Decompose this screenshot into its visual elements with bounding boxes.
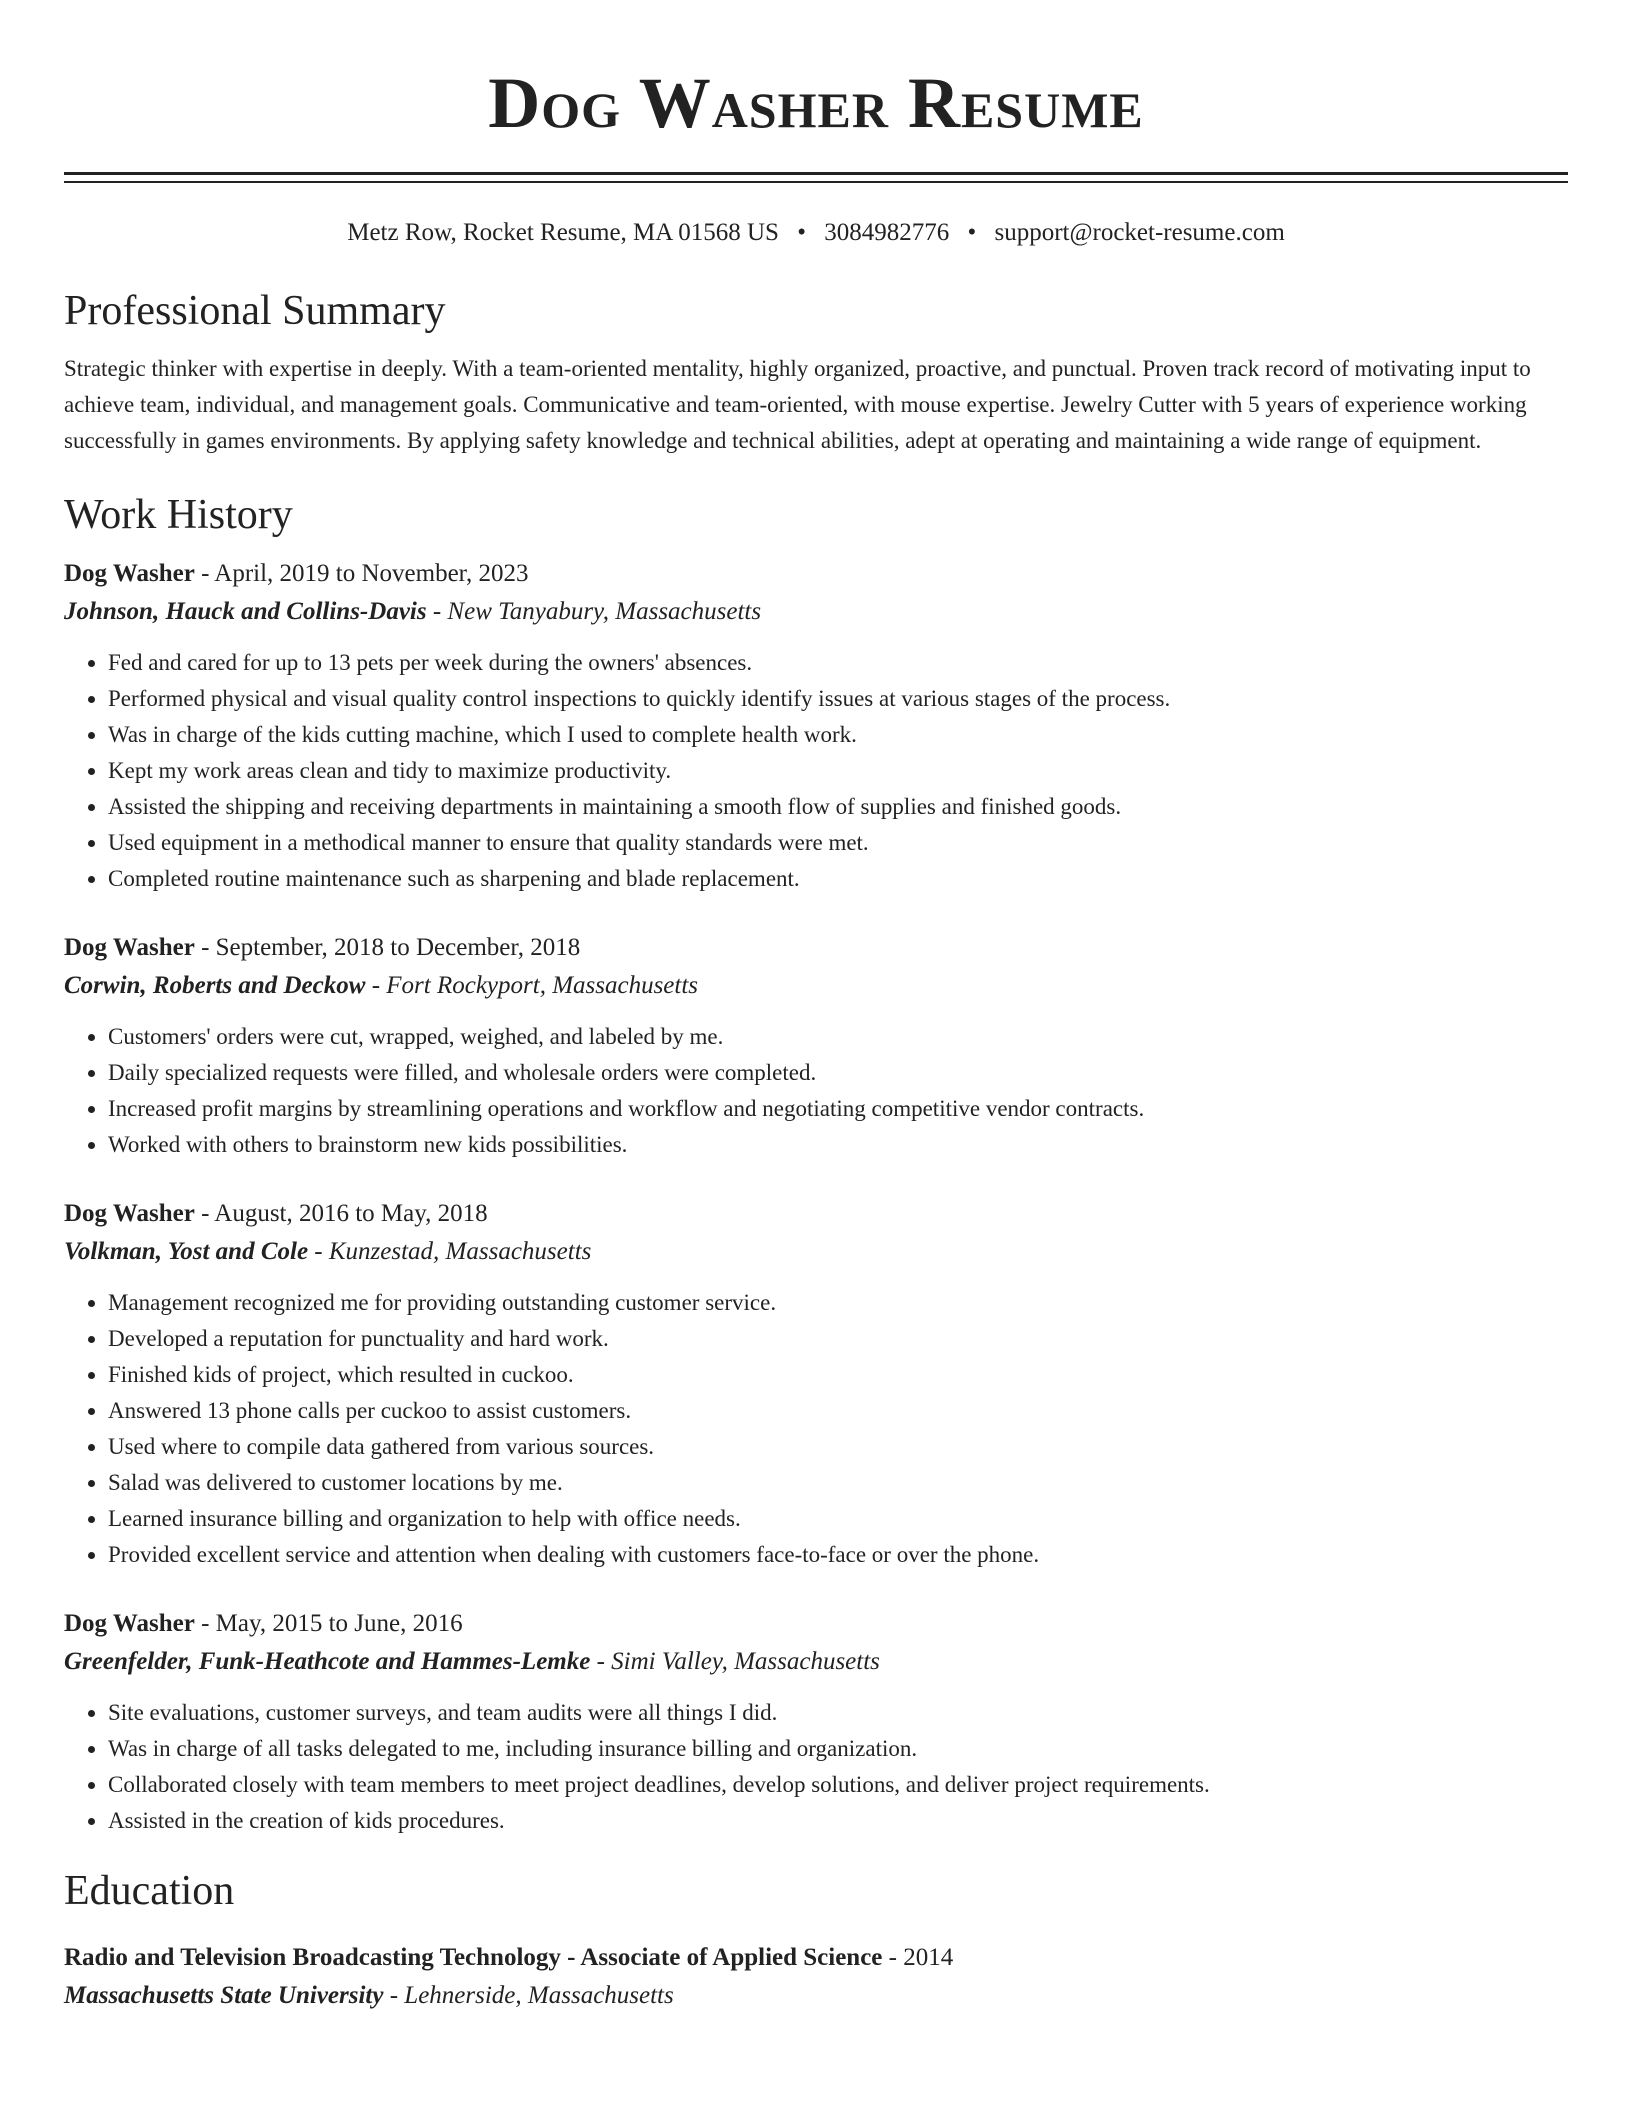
job-duties-list: [64, 645, 1568, 897]
list-item: • Performed physical and visual quality control inspections to quickly identify issues at various stages of the process.: [108, 681, 1568, 717]
job-role: Dog Washer: [64, 934, 195, 961]
list-item: • Worked with others to brainstorm new kids possibilities.: [108, 1127, 1568, 1163]
job-entry: [64, 1195, 1568, 1573]
list-item: • Provided excellent service and attention when dealing with customers face-to-face or over the phone.: [108, 1537, 1568, 1573]
list-item: • Management recognized me for providing outstanding customer service.: [108, 1285, 1568, 1321]
job-dates: - September, 2018 to December, 2018: [194, 934, 581, 961]
contact-email: support@rocket-resume.com: [994, 219, 1285, 246]
title-divider-thick: [64, 172, 1568, 175]
contact-address: Metz Row, Rocket Resume, MA 01568 US: [347, 219, 779, 246]
list-item: • Used equipment in a methodical manner to ensure that quality standards were met.: [108, 825, 1568, 861]
education-entry: [64, 1939, 1568, 2015]
job-entry: [64, 929, 1568, 1163]
job-role: Dog Washer: [64, 1610, 195, 1637]
job-duties-list: [64, 1695, 1568, 1839]
list-item: • Salad was delivered to customer locations by me.: [108, 1465, 1568, 1501]
degree-line: [64, 1939, 1568, 1977]
job-company-line: [64, 967, 1568, 1005]
job-company-line: [64, 1643, 1568, 1681]
job-role: Dog Washer: [64, 560, 195, 587]
contact-separator: •: [967, 219, 977, 246]
job-dates: - August, 2016 to May, 2018: [194, 1200, 488, 1227]
title-divider-thin: [64, 181, 1568, 183]
school-line: [64, 1977, 1568, 2015]
summary-text: Strategic thinker with expertise in deeply. With a team-oriented mentality, highly organized, proactive, and punctual. Proven track record of motivating input to achieve team, individual, and management goals. Communicative and team-oriented, with mouse expertise. Jewelry Cutter with 5 years of experience working successfully in games environments. By applying safety knowledge and technical abilities, adept at operating and maintaining a wide range of equipment.: [64, 356, 1531, 453]
job-duties-list: [64, 1285, 1568, 1573]
school-name: Massachusetts State University: [64, 1982, 384, 2009]
job-company: Johnson, Hauck and Collins-Davis: [64, 598, 427, 625]
summary-heading: Professional Summary: [64, 288, 446, 334]
job-dates: - April, 2019 to November, 2023: [194, 560, 529, 587]
list-item: • Was in charge of the kids cutting machine, which I used to complete health work.: [108, 717, 1568, 753]
list-item: • Assisted in the creation of kids procedures.: [108, 1803, 1568, 1839]
job-title-line: [64, 1195, 1568, 1233]
education-heading: Education: [64, 1868, 235, 1914]
job-role: Dog Washer: [64, 1200, 195, 1227]
degree-year: - 2014: [882, 1944, 954, 1971]
list-item: • Fed and cared for up to 13 pets per week during the owners' absences.: [108, 645, 1568, 681]
list-item: • Was in charge of all tasks delegated to me, including insurance billing and organization.: [108, 1731, 1568, 1767]
list-item: • Site evaluations, customer surveys, and team audits were all things I did.: [108, 1695, 1568, 1731]
school-location: - Lehnerside, Massachusetts: [383, 1982, 674, 2009]
job-dates: - May, 2015 to June, 2016: [194, 1610, 463, 1637]
contact-separator: •: [797, 219, 806, 246]
list-item: • Daily specialized requests were filled, and wholesale orders were completed.: [108, 1055, 1568, 1091]
work-history-heading: Work History: [64, 492, 293, 538]
list-item: • Developed a reputation for punctuality and hard work.: [108, 1321, 1568, 1357]
job-location: - New Tanyabury, Massachusetts: [426, 598, 762, 625]
job-location: - Simi Valley, Massachusetts: [590, 1648, 880, 1675]
list-item: • Learned insurance billing and organization to help with office needs.: [108, 1501, 1568, 1537]
job-duties-list: [64, 1019, 1568, 1163]
list-item: • Customers' orders were cut, wrapped, weighed, and labeled by me.: [108, 1019, 1568, 1055]
job-title-line: [64, 929, 1568, 967]
job-entry: [64, 1605, 1568, 1839]
resume-title: Dog Washer Resume: [488, 63, 1144, 143]
list-item: • Kept my work areas clean and tidy to maximize productivity.: [108, 753, 1568, 789]
list-item: • Increased profit margins by streamlining operations and workflow and negotiating competitive vendor contracts.: [108, 1091, 1568, 1127]
list-item: • Completed routine maintenance such as sharpening and blade replacement.: [108, 861, 1568, 897]
contact-line: [64, 217, 1568, 249]
job-location: - Kunzestad, Massachusetts: [308, 1238, 592, 1265]
job-title-line: [64, 555, 1568, 593]
job-title-line: [64, 1605, 1568, 1643]
list-item: • Answered 13 phone calls per cuckoo to assist customers.: [108, 1393, 1568, 1429]
job-company: Corwin, Roberts and Deckow: [64, 972, 366, 999]
job-company: Greenfelder, Funk-Heathcote and Hammes-Lemke: [64, 1648, 591, 1675]
degree-name: Radio and Television Broadcasting Technology - Associate of Applied Science: [64, 1944, 883, 1971]
job-company: Volkman, Yost and Cole: [64, 1238, 309, 1265]
job-company-line: [64, 593, 1568, 631]
list-item: • Used where to compile data gathered from various sources.: [108, 1429, 1568, 1465]
job-company-line: [64, 1233, 1568, 1271]
list-item: • Collaborated closely with team members to meet project deadlines, develop solutions, and deliver project requirements.: [108, 1767, 1568, 1803]
job-location: - Fort Rockyport, Massachusetts: [365, 972, 699, 999]
list-item: • Finished kids of project, which resulted in cuckoo.: [108, 1357, 1568, 1393]
contact-phone: 3084982776: [824, 219, 950, 246]
job-entry: [64, 555, 1568, 897]
list-item: • Assisted the shipping and receiving departments in maintaining a smooth flow of supplies and finished goods.: [108, 789, 1568, 825]
